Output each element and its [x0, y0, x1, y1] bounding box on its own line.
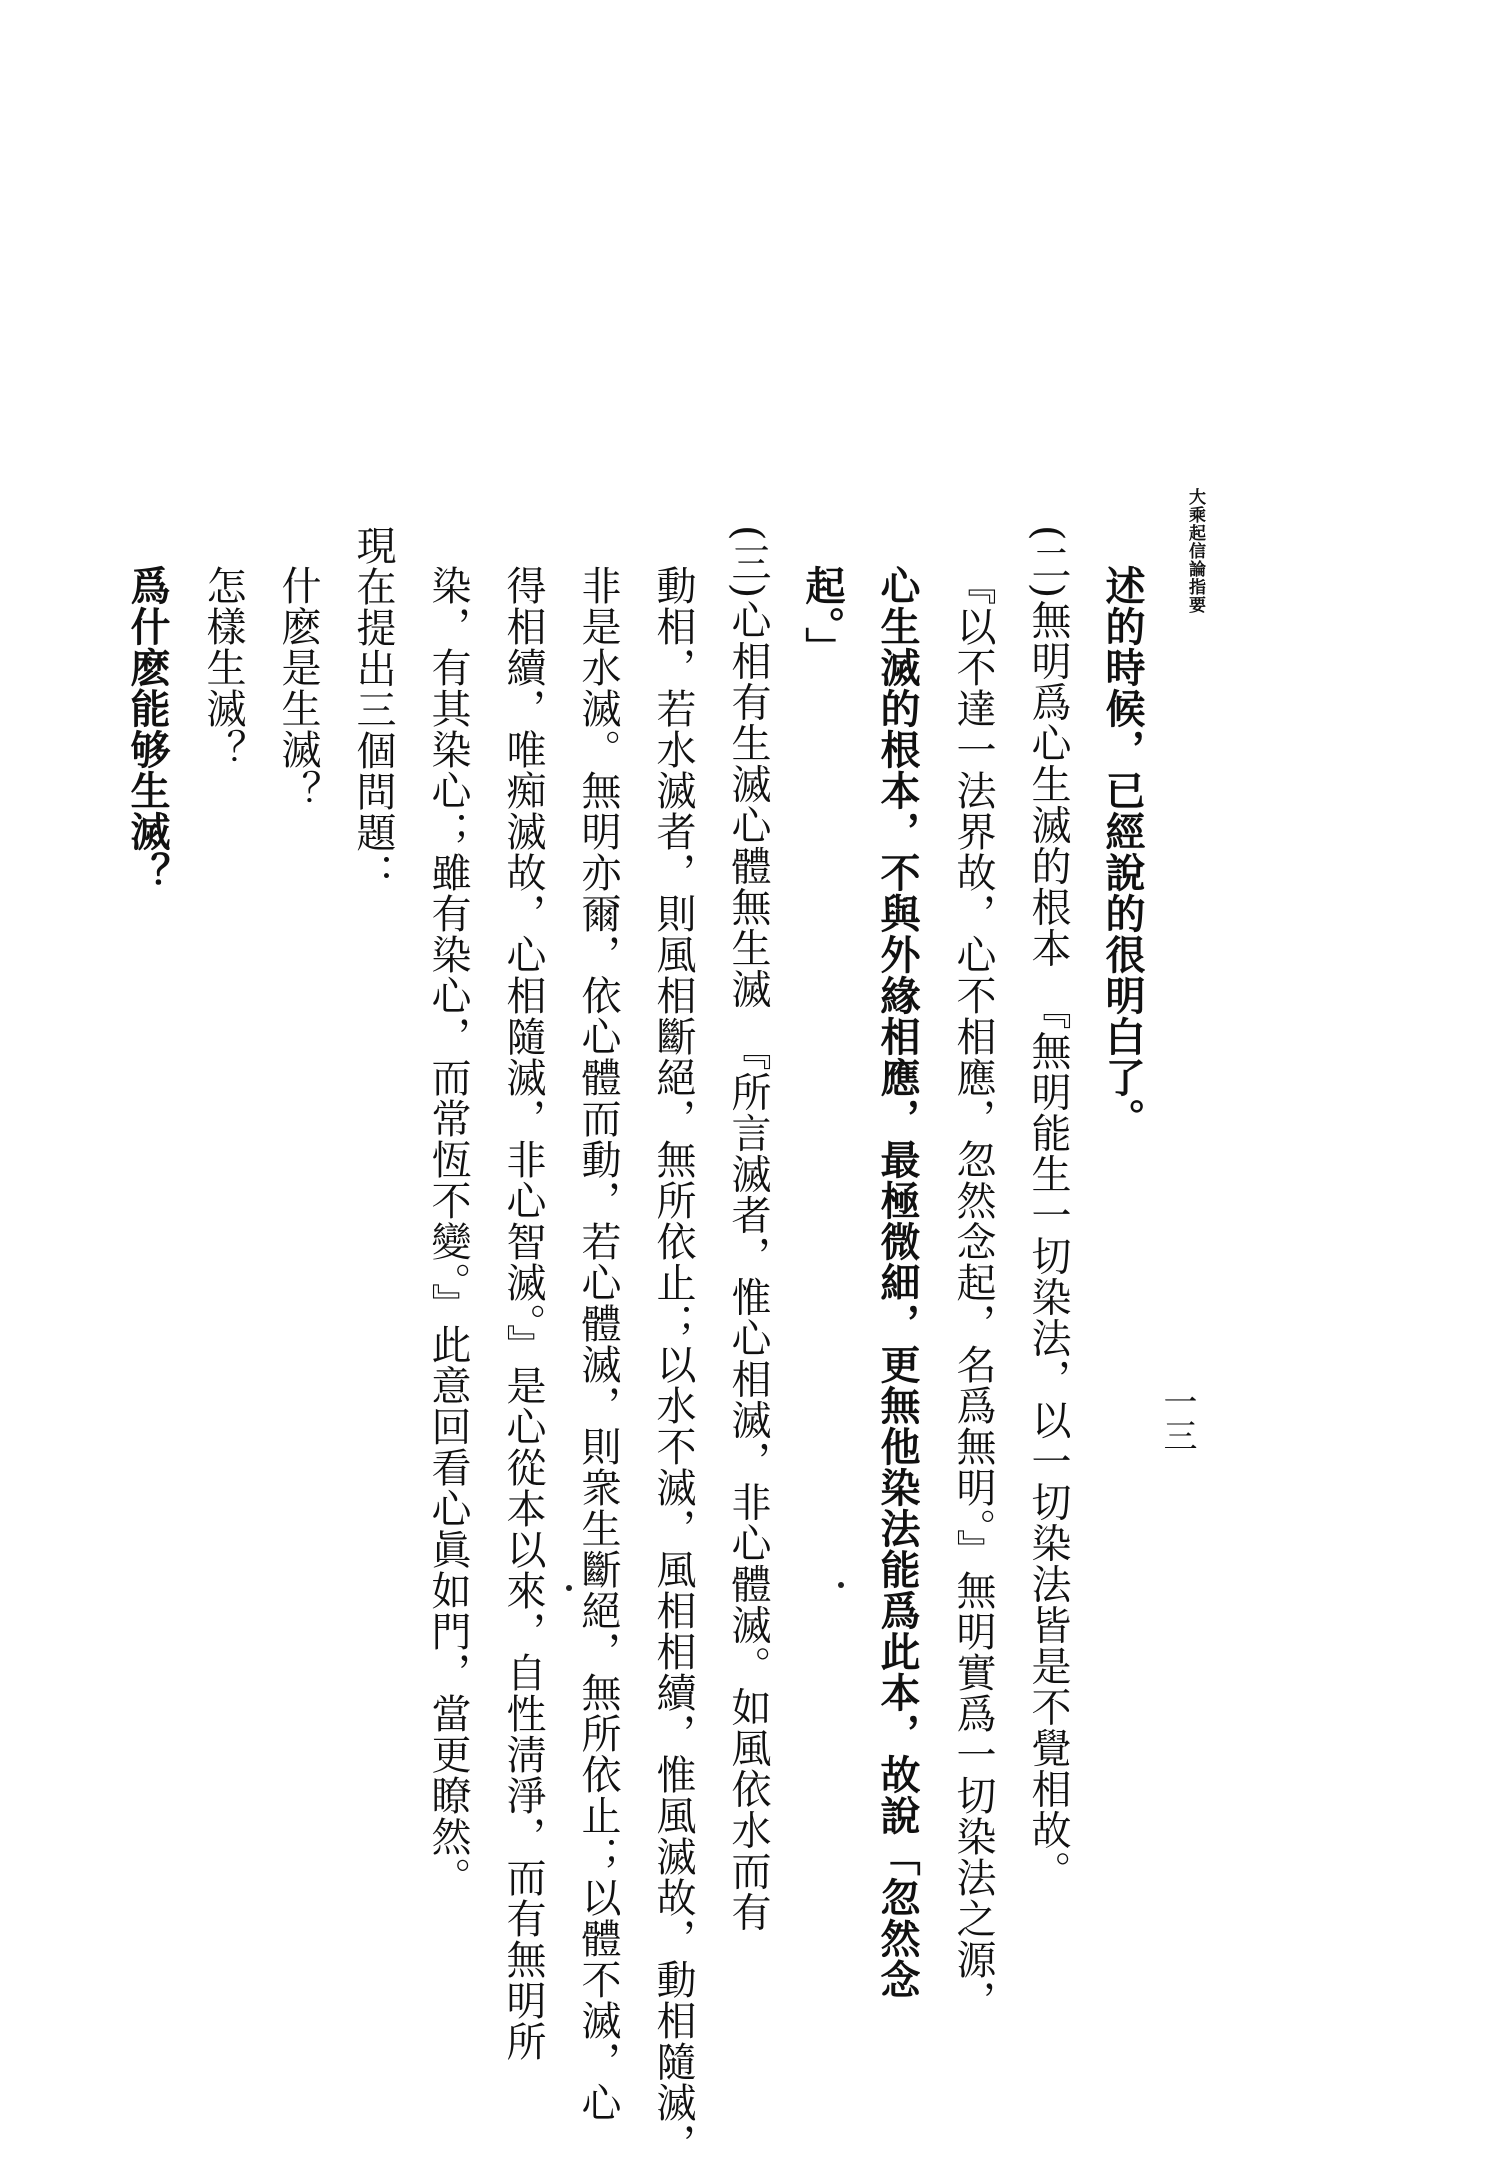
text-column-6: (三)心相有生滅心體無生滅 『所言滅者，惟心相滅，非心體滅。如風依水而有 — [725, 525, 771, 1933]
text-column-12: 什麽是生滅？ — [275, 565, 321, 811]
text-column-2: (二)無明爲心生滅的根本 『無明能生一切染法，以一切染法皆是不覺相故。 — [1025, 525, 1071, 1892]
text-column-13: 怎樣生滅？ — [200, 565, 246, 770]
text-column-11: 現在提出三個問題： — [350, 525, 396, 894]
stray-mark — [838, 1582, 844, 1588]
text-column-9: 得相續，唯痴滅故，心相隨滅，非心智滅。』是心從本以來，自性淸淨，而有無明所 — [500, 565, 546, 2062]
text-column-5: 起。」 — [799, 565, 846, 668]
text-column-10: 染，有其染心；雖有染心，而常恆不變。』此意回看心眞如門，當更瞭然。 — [425, 565, 471, 1898]
body-text — [124, 525, 1160, 2164]
text-column-4: 心生滅的根本，不與外緣相應，最極微細，更無他染法能爲此本，故說「忽然念 — [874, 565, 921, 2000]
text-column-8: 非是水滅。無明亦爾，依心體而動，若心體滅，則衆生斷絕，無所依止；以體不滅，心 — [575, 565, 621, 2123]
text-column-3: 『以不達一法界故，心不相應，忽然念起，名爲無明。』無明實爲一切染法之源， — [950, 565, 996, 2021]
stray-mark — [566, 1585, 572, 1591]
text-column-7: 動相，若水滅者，則風相斷絕，無所依止；以水不滅，風相相續，惟風滅故，動相隨滅， — [650, 565, 696, 2164]
running-header: 大乘起信論指要 — [1185, 488, 1205, 614]
text-column-1: 述的時候，已經說的很明白了。 — [1099, 565, 1146, 1139]
text-column-14: 爲什麽能够生滅？ — [124, 565, 171, 893]
page-number: 一三 — [1157, 1384, 1197, 1452]
